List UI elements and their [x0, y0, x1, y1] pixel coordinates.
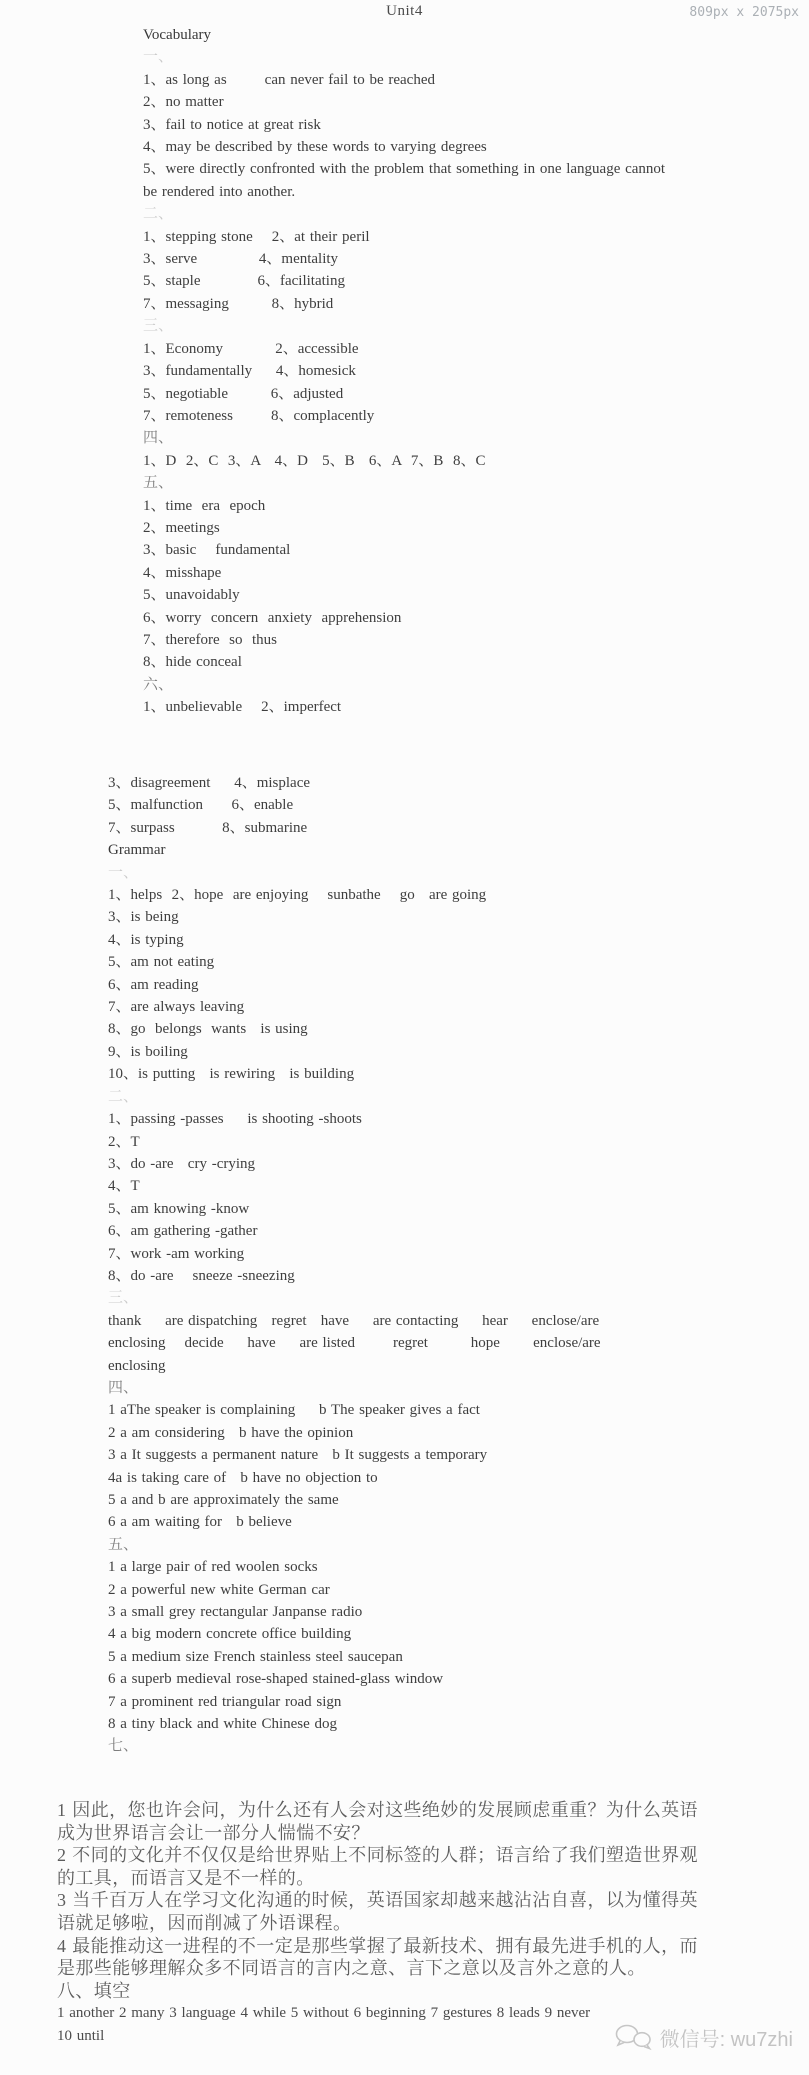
- text-line: 7、remoteness 8、complacently: [143, 407, 375, 424]
- text-line: 2 a powerful new white German car: [108, 1581, 330, 1598]
- section-marker: 五、: [108, 1536, 139, 1553]
- text-line: 2 不同的文化并不仅仅是给世界贴上不同标签的人群；语言给了我们塑造世界观: [57, 1845, 698, 1866]
- text-line: 1 another 2 many 3 language 4 while 5 without 6 beginning 7 gestures 8 leads 9 never: [57, 2005, 591, 2022]
- text-line: 3 当千百万人在学习文化沟通的时候，英语国家却越来越沾沾自喜，以为懂得英: [57, 1890, 698, 1911]
- text-line: 5、staple 6、facilitating: [143, 273, 345, 290]
- text-line: 3、fail to notice at great risk: [143, 116, 321, 133]
- text-line: 5、negotiable 6、adjusted: [143, 385, 344, 402]
- text-line: 1、unbelievable 2、imperfect: [143, 699, 342, 716]
- text-line: 4 最能推动这一进程的不一定是那些掌握了最新技术、拥有最先进手机的人，而: [57, 1935, 698, 1956]
- text-line: 7、therefore so thus: [143, 631, 277, 648]
- text-line: 4、may be described by these words to varying degrees: [143, 139, 487, 156]
- text-line: 的工具，而语言又是不一样的。: [57, 1867, 315, 1888]
- text-line: 5 a medium size French stainless steel saucepan: [108, 1648, 403, 1665]
- text-line: 4 a big modern concrete office building: [108, 1626, 352, 1643]
- text-line: 1 aThe speaker is complaining b The speaker gives a fact: [108, 1402, 480, 1419]
- text-line: 9、is boiling: [108, 1043, 188, 1060]
- section-marker: 一、: [143, 49, 174, 66]
- section-marker: 七、: [108, 1738, 139, 1755]
- text-line: 语就足够啦，因而削减了外语课程。: [57, 1912, 352, 1933]
- section-marker: 二、: [143, 206, 174, 223]
- text-line: 8、hide conceal: [143, 654, 242, 671]
- text-line: 3 a It suggests a permanent nature b It suggests a temporary: [108, 1447, 488, 1464]
- text-line: be rendered into another.: [143, 183, 296, 200]
- section-marker: 三、: [143, 318, 174, 335]
- grammar-heading: Grammar: [108, 842, 166, 859]
- text-line: 1 因此，您也许会问，为什么还有人会对这些绝妙的发展顾虑重重？为什么英语: [57, 1800, 698, 1820]
- text-line: thank are dispatching regret have are contacting hear enclose/are: [108, 1312, 600, 1329]
- text-line: 1、D 2、C 3、A 4、D 5、B 6、A 7、B 8、C: [143, 452, 486, 469]
- text-line: 4、T: [108, 1178, 140, 1195]
- section-marker: 三、: [108, 1290, 139, 1307]
- dimension-label: 809px x 2075px: [689, 5, 799, 20]
- text-line: 3、fundamentally 4、homesick: [143, 363, 356, 380]
- text-line: 八、填空: [57, 1980, 131, 2001]
- text-line: 5 a and b are approximately the same: [108, 1492, 339, 1508]
- vocabulary-heading: Vocabulary: [143, 27, 212, 43]
- text-line: 7 a prominent red triangular road sign: [108, 1693, 342, 1710]
- section-marker: 六、: [143, 676, 174, 693]
- text-line: 1、passing -passes is shooting -shoots: [108, 1111, 362, 1128]
- text-line: 7、work -am working: [108, 1245, 245, 1262]
- watermark: [613, 2022, 793, 2052]
- text-line: 1 a large pair of red woolen socks: [108, 1559, 318, 1576]
- text-line: enclosing: [108, 1357, 166, 1374]
- text-line: 2、no matter: [143, 94, 224, 111]
- text-line: 5、malfunction 6、enable: [108, 797, 294, 814]
- text-line: 4a is taking care of b have no objection to: [108, 1469, 378, 1486]
- translation-answers-block: [57, 1799, 777, 2048]
- page-title: Unit4: [386, 3, 423, 19]
- text-line: 6 a am waiting for b believe: [108, 1514, 292, 1531]
- text-line: 8、do -are sneeze -sneezing: [108, 1267, 295, 1284]
- text-line: 6、worry concern anxiety apprehension: [143, 609, 402, 626]
- text-line: 1、as long as can never fail to be reached: [143, 71, 435, 88]
- section-marker: 五、: [143, 475, 174, 492]
- text-line: 6、am gathering -gather: [108, 1223, 258, 1240]
- wechat-icon: [613, 2022, 653, 2052]
- text-line: 是那些能够理解众多不同语言的言内之意、言下之意以及言外之意的人。: [57, 1958, 646, 1979]
- section-marker: 一、: [108, 864, 139, 881]
- watermark-label: 微信号: wu7zhi: [659, 2028, 793, 2051]
- text-line: 3、basic fundamental: [143, 542, 291, 559]
- text-line: 8、go belongs wants is using: [108, 1021, 308, 1038]
- text-line: 7、surpass 8、submarine: [108, 819, 308, 836]
- section-marker: 四、: [108, 1379, 139, 1396]
- vocabulary-answers-block: [143, 24, 798, 719]
- text-line: 5、am not eating: [108, 954, 215, 971]
- text-line: 5、am knowing -know: [108, 1200, 250, 1217]
- text-line: 2、T: [108, 1133, 140, 1150]
- text-line: 8 a tiny black and white Chinese dog: [108, 1716, 338, 1733]
- text-line: 1、time era epoch: [143, 497, 266, 514]
- text-line: 3、serve 4、mentality: [143, 251, 339, 268]
- text-line: 5、were directly confronted with the problem that something in one language cannot: [143, 161, 666, 178]
- text-line: 7、are always leaving: [108, 999, 245, 1016]
- grammar-answers-block: [108, 772, 798, 1758]
- text-line: 2 a am considering b have the opinion: [108, 1424, 354, 1441]
- text-line: 6、am reading: [108, 976, 199, 993]
- text-line: 成为世界语言会让一部分人惴惴不安？: [57, 1822, 370, 1843]
- text-line: 4、misshape: [143, 564, 222, 581]
- text-line: 1、Economy 2、accessible: [143, 340, 359, 357]
- text-line: 6 a superb medieval rose-shaped stained-glass window: [108, 1671, 444, 1688]
- text-line: 1、helps 2、hope are enjoying sunbathe go are going: [108, 887, 487, 904]
- text-line: 3、disagreement 4、misplace: [108, 775, 311, 791]
- section-marker: 二、: [108, 1088, 139, 1105]
- text-line: 10、is putting is rewiring is building: [108, 1066, 355, 1083]
- text-line: 2、meetings: [143, 519, 220, 536]
- text-line: enclosing decide have are listed regret hope enclose/are: [108, 1335, 601, 1352]
- text-line: 5、unavoidably: [143, 587, 240, 604]
- text-line: 3、is being: [108, 909, 179, 926]
- text-line: 3 a small grey rectangular Janpanse radio: [108, 1604, 363, 1621]
- text-line: 1、stepping stone 2、at their peril: [143, 228, 370, 245]
- text-line: 4、is typing: [108, 931, 184, 948]
- text-line: 7、messaging 8、hybrid: [143, 295, 334, 312]
- text-line: 3、do -are cry -crying: [108, 1155, 256, 1172]
- text-line: 10 until: [57, 2027, 105, 2044]
- section-marker: 四、: [143, 430, 174, 447]
